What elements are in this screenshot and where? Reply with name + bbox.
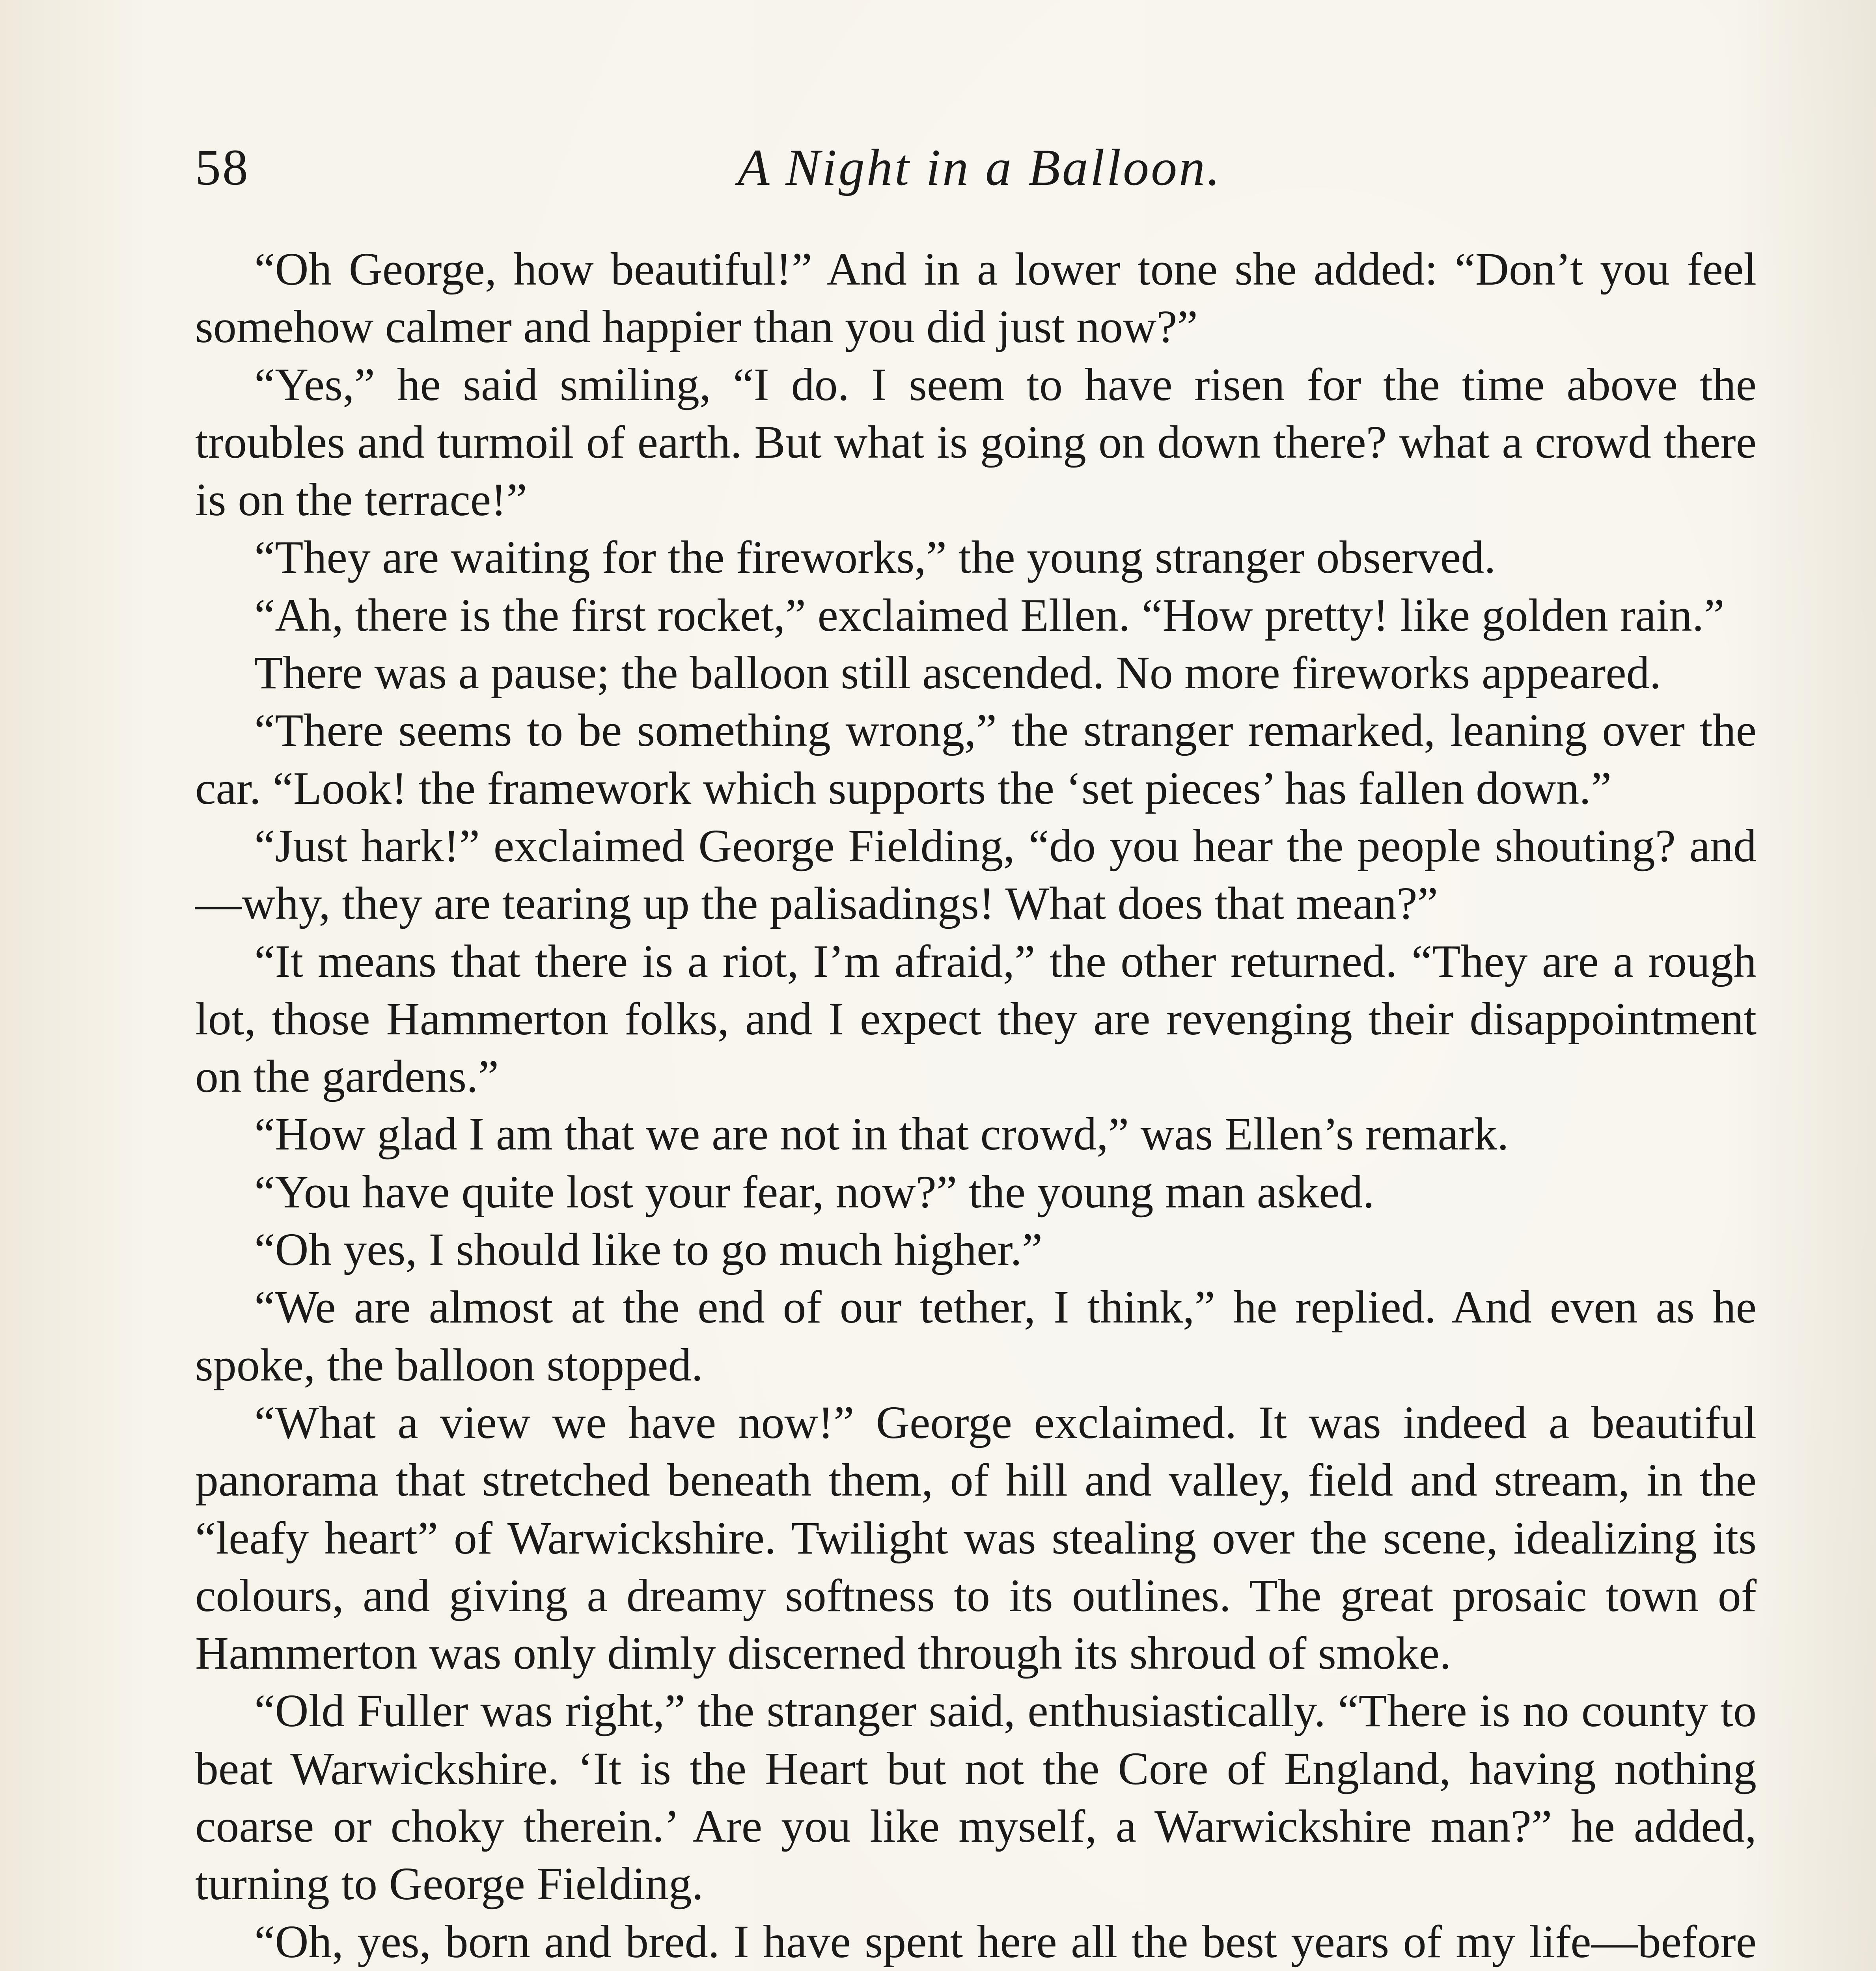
paragraph: There was a pause; the balloon still ascended. No more fireworks appeared. [254, 647, 1662, 699]
paragraph: “There seems to be something wrong,” the stranger remarked, leaning over the car. “Look! the framework which supports the ‘set pieces’ has fallen down.” [195, 704, 1757, 814]
paragraph: “What a view we have now!” George exclaimed. It was indeed a beautiful panorama that stretched beneath them, of hill and valley, field and stream, in the “leafy heart” of Warwickshire. Twilight was stealing over the scene, idealizing its colours, and giving a dreamy softness to its outlines. The great prosaic town of Hammerton was only dimly discerned through its shroud of smoke. [195, 1396, 1757, 1679]
paragraph: “It means that there is a riot, I’m afraid,” the other returned. “They are a rough lot, those Hammerton folks, and I expect they are revenging their disappointment on the gardens.” [195, 935, 1757, 1103]
page-header [195, 130, 1764, 205]
paragraph: “Just hark!” exclaimed George Fielding, “do you hear the people shouting? and—why, they are tearing up the palisadings! What does that mean?” [195, 820, 1757, 930]
paragraph: “They are waiting for the fireworks,” the young stranger observed. [254, 531, 1496, 583]
paragraph: “You have quite lost your fear, now?” the young man asked. [254, 1166, 1374, 1218]
paragraph: “We are almost at the end of our tether, I think,” he replied. And even as he spoke, the balloon stopped. [195, 1281, 1757, 1391]
page-number: 58 [195, 139, 250, 196]
paragraph: “Yes,” he said smiling, “I do. I seem to have risen for the time above the troubles and turmoil of earth. But what is going on down there? what a crowd there is on the terrace!” [195, 358, 1757, 526]
body-text [195, 240, 1757, 1971]
paragraph: “Oh, yes, born and bred. I have spent here all the best years of my life—before [254, 1915, 1757, 1967]
paragraph: “Oh George, how beautiful!” And in a lower tone she added: “Don’t you feel somehow calmer and happier than you did just now?” [195, 243, 1757, 353]
running-head: A Night in a Balloon. [737, 138, 1222, 196]
paragraph: “Old Fuller was right,” the stranger said, enthusiastically. “There is no county to beat Warwickshire. ‘It is the Heart but not the Core of England, having nothing coarse or choky therein.’ Are you like myself, a Warwickshire man?” he added, turning to George Fielding. [195, 1685, 1757, 1910]
paragraph: “Ah, there is the first rocket,” exclaimed Ellen. “How pretty! like golden rain.” [254, 589, 1725, 641]
paragraph: “Oh yes, I should like to go much higher.” [254, 1224, 1043, 1276]
paragraph: “How glad I am that we are not in that crowd,” was Ellen’s remark. [254, 1108, 1509, 1160]
